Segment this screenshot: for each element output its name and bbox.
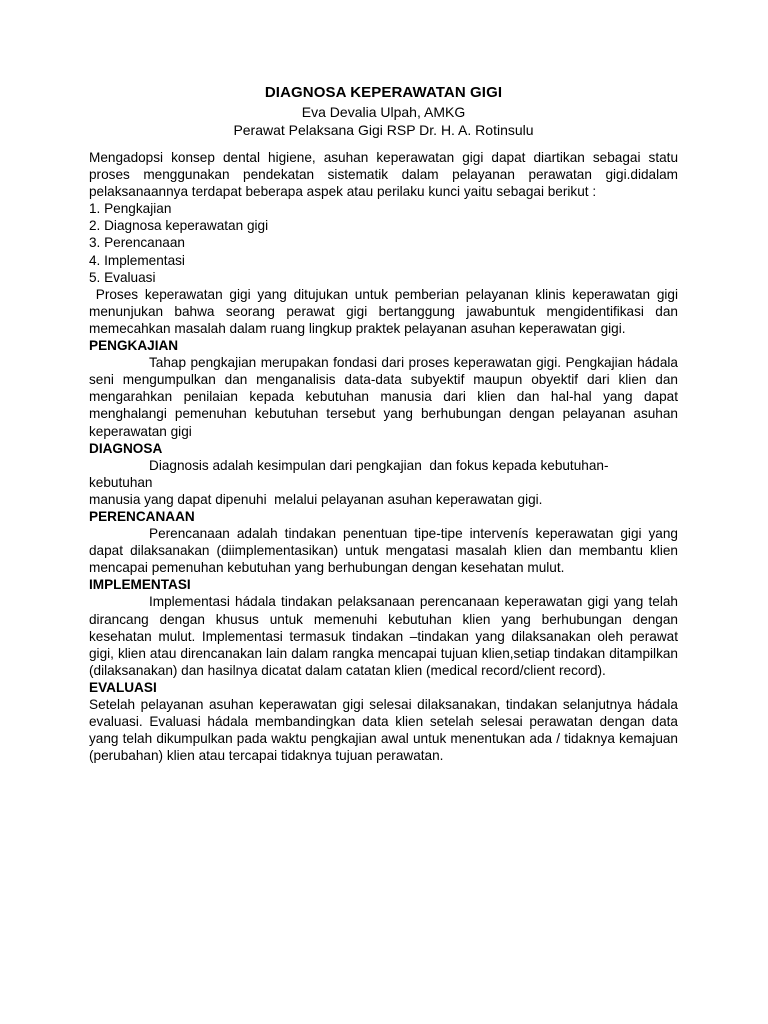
section-body-pengkajian: Tahap pengkajian merupakan fondasi dari proses keperawatan gigi. Pengkajian hádala seni mengumpulkan dan menganalisis data-data subyektif maupun obyektif dari klien dan mengarahkan penilaian kepada kebutuhan manusia dari klien dan hal-hal yang dapat menghalangi pemenuhan kebutuhan tersebut yang berhubungan dengan pelayanan asuhan keperawatan gigi <box>89 355 682 439</box>
section-body-diagnosa-line-1: Diagnosis adalah kesimpulan dari pengkajian dan fokus kepada kebutuhan- <box>149 457 609 473</box>
list-item: 2. Diagnosa keperawatan gigi <box>89 218 269 234</box>
section-body-diagnosa-line-3: manusia yang dapat dipenuhi melalui pelayanan asuhan keperawatan gigi. <box>89 491 543 507</box>
author-name: Eva Devalia Ulpah, AMKG <box>301 104 466 120</box>
list-item: 3. Perencanaan <box>89 235 185 251</box>
section-heading-implementasi: IMPLEMENTASI <box>89 577 191 593</box>
list-item: 4. Implementasi <box>89 252 185 268</box>
section-body-evaluasi: Setelah pelayanan asuhan keperawatan gigi selesai dilaksanakan, tindakan selanjutnya hádala evaluasi. Evaluasi hádala membandingkan data klien setelah selesai perawatan dengan data yang telah dikumpulkan pada waktu pengkajian awal untuk menentukan ada / tidaknya kemajuan (perubahan) klien atau tercapai tidaknya tujuan perawatan. <box>89 697 682 764</box>
section-heading-diagnosa: DIAGNOSA <box>89 440 163 456</box>
section-body-perencanaan: Perencanaan adalah tindakan penentuan tipe-tipe intervenís keperawatan gigi yang dapat dilaksanakan (diimplementasikan) untuk mengatasi masalah klien dan membantu klien mencapai pemenuhan kebutuhan yang berhubungan dengan kesehatan mulut. <box>89 526 682 576</box>
author-affiliation: Perawat Pelaksana Gigi RSP Dr. H. A. Rotinsulu <box>233 122 534 138</box>
section-heading-evaluasi: EVALUASI <box>89 679 157 695</box>
list-item: 1. Pengkajian <box>89 201 172 217</box>
title-block <box>89 84 678 139</box>
intro-paragraph: Mengadopsi konsep dental higiene, asuhan keperawatan gigi dapat diartikan sebagai statu proses menggunakan pendekatan sistematik dalam pelayanan perawatan gigi.didalam pelaksanaannya terdapat beberapa aspek atau perilaku kunci yaitu sebagai berikut : <box>89 150 682 200</box>
list-item: 5. Evaluasi <box>89 269 156 285</box>
section-heading-pengkajian: PENGKAJIAN <box>89 338 179 354</box>
page-title: DIAGNOSA KEPERAWATAN GIGI <box>264 84 503 101</box>
section-body-diagnosa-line-2: kebutuhan <box>89 474 153 490</box>
section-heading-perencanaan: PERENCANAAN <box>89 508 195 524</box>
document-content <box>89 84 682 764</box>
process-paragraph: Proses keperawatan gigi yang ditujukan untuk pemberian pelayanan klinis keperawatan gigi menunjukan bahwa seorang perawat gigi bertanggung jawabuntuk mengidentifikasi dan memecahkan masalah dalam ruang lingkup praktek pelayanan asuhan keperawatan gigi. <box>89 286 682 336</box>
section-body-implementasi: Implementasi hádala tindakan pelaksanaan perencanaan keperawatan gigi yang telah dirancang dengan khusus untuk memenuhi kebutuhan klien yang berhubungan dengan kesehatan mulut. Implementasi termasuk tindakan –tindakan yang dilaksanakan oleh perawat gigi, klien atau direncanakan lain dalam rangka mencapai tujuan klien,setiap tindakan ditampilkan (dilaksanakan) dan hasilnya dicatat dalam catatan klien (medical record/client record). <box>89 594 682 678</box>
